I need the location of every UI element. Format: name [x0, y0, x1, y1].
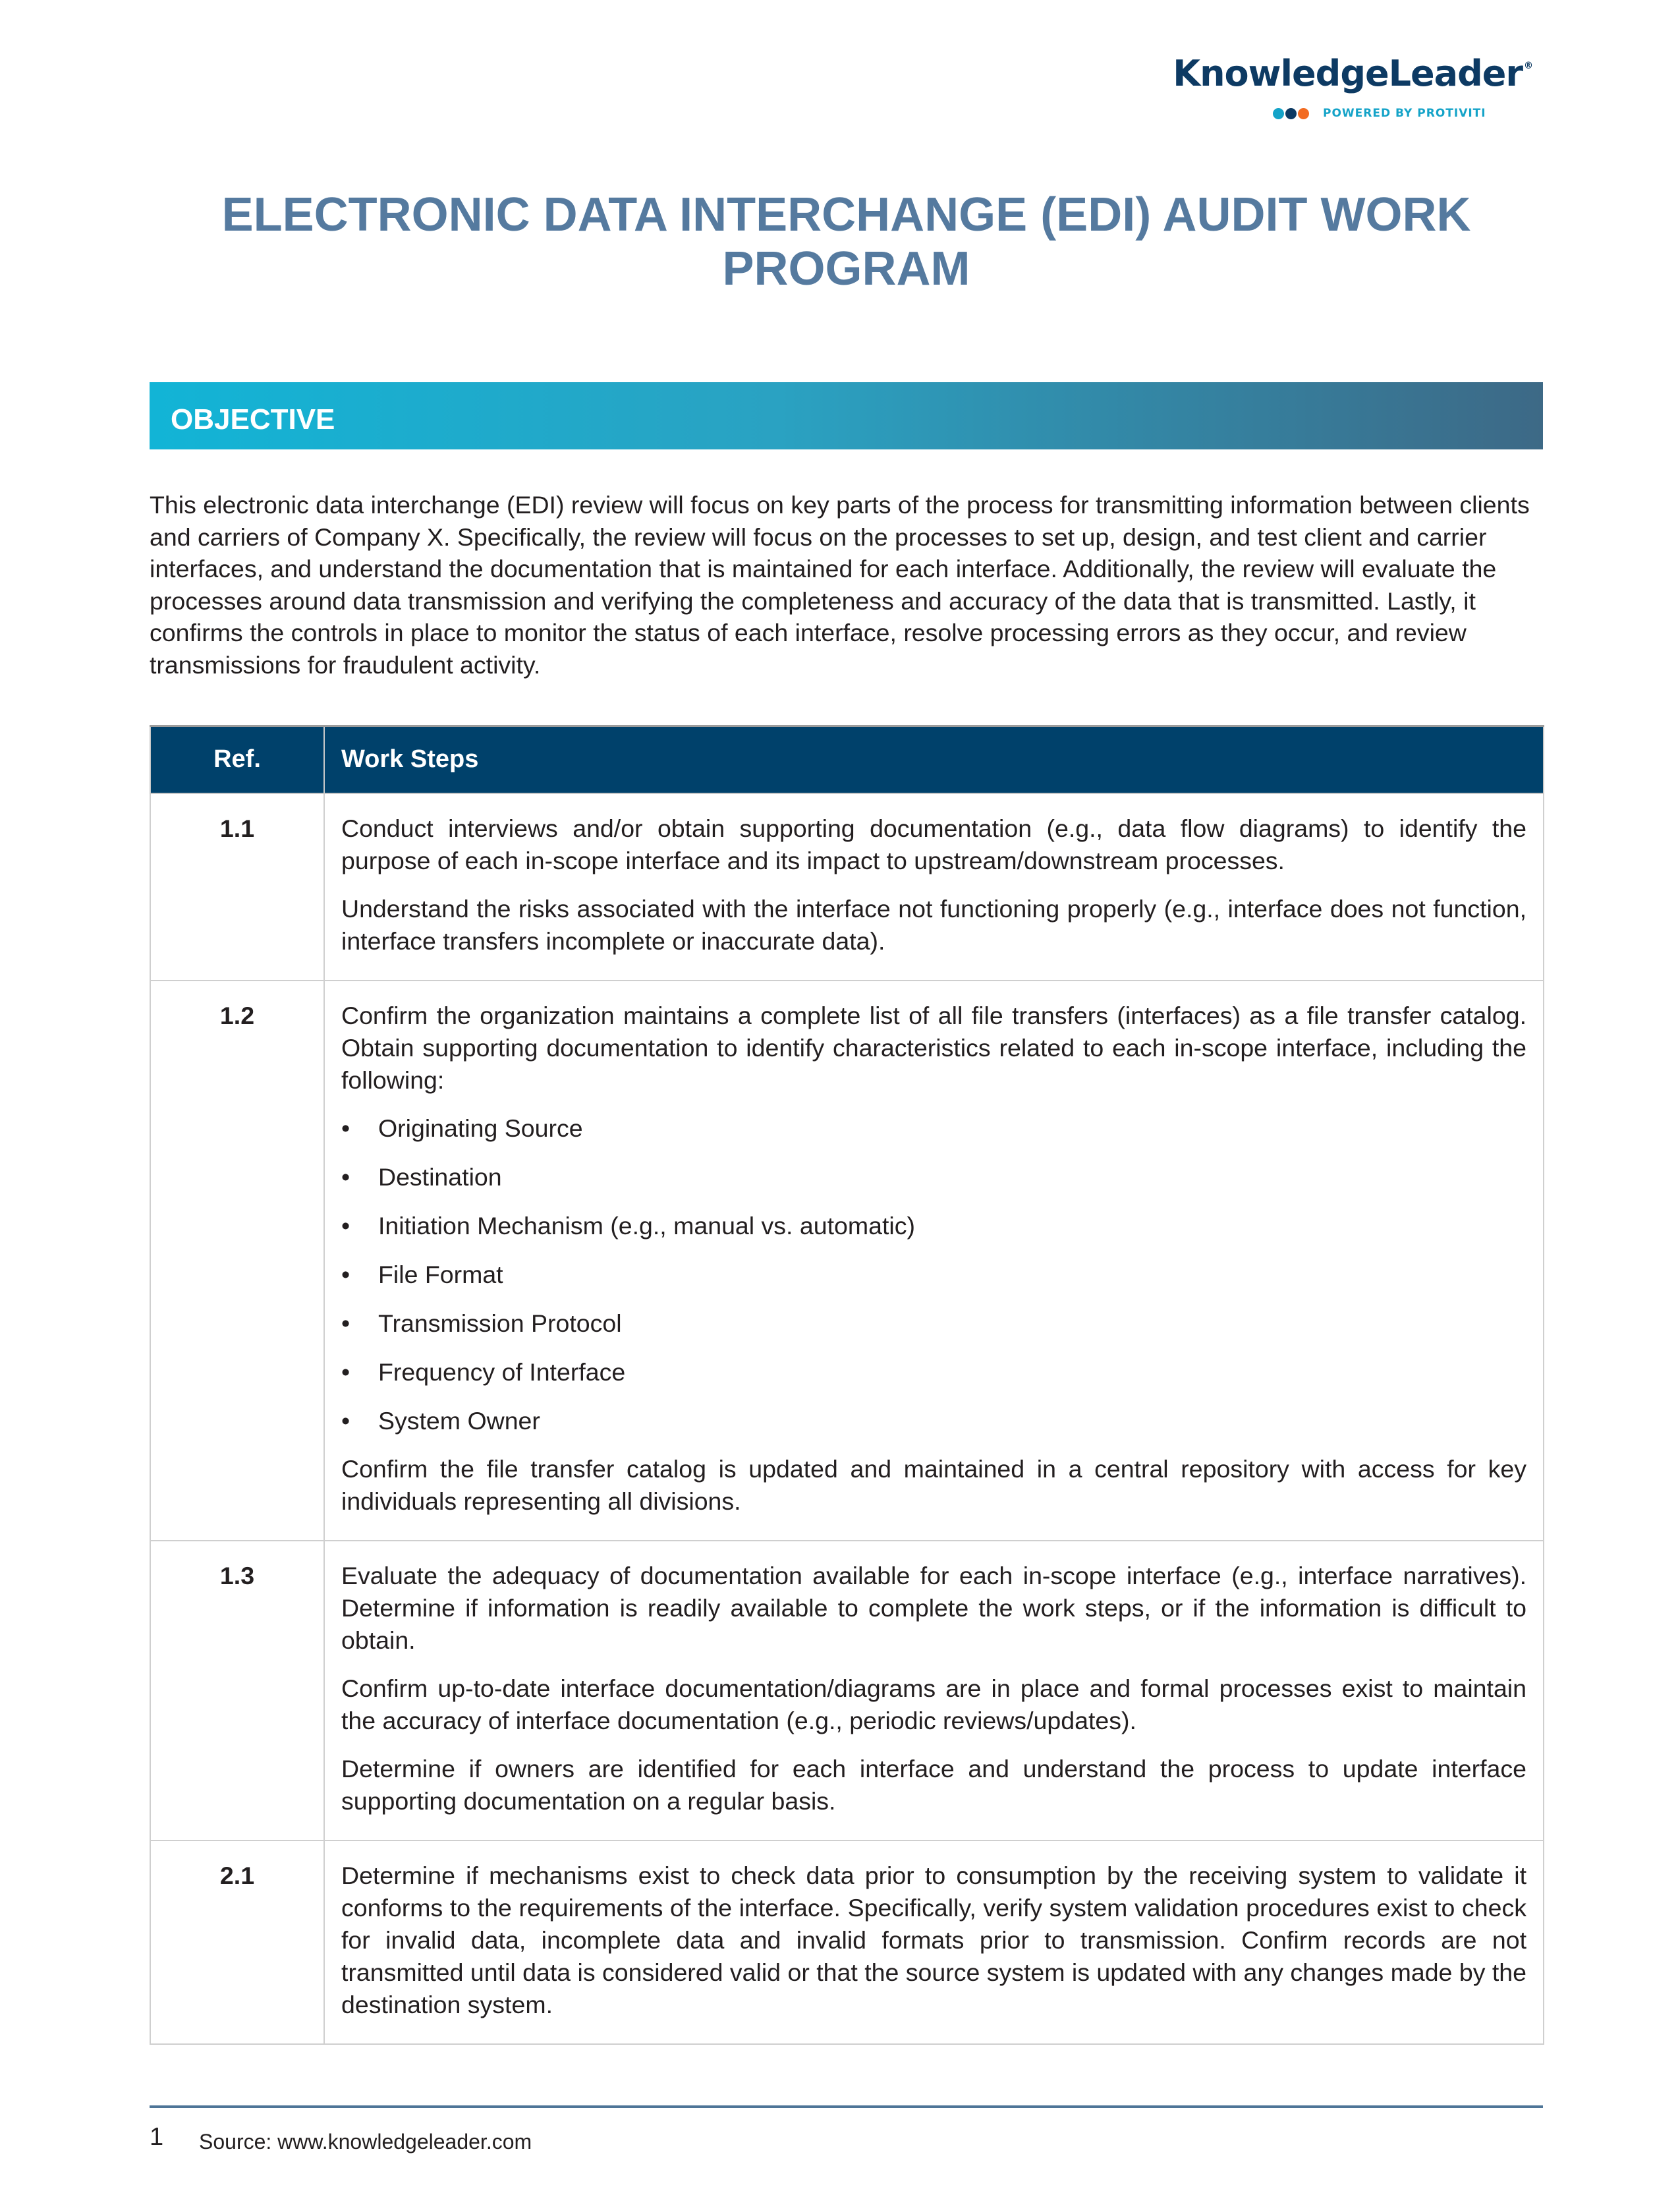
table-row: [150, 1541, 1544, 1840]
logo-dot-1: [1273, 108, 1284, 119]
list-item: • Initiation Mechanism (e.g., manual vs. automatic): [341, 1210, 1526, 1242]
registered-mark: ®: [1524, 61, 1532, 71]
table-row: [150, 981, 1544, 1541]
list-item: • Frequency of Interface: [341, 1356, 1526, 1388]
row-work-steps: [324, 1840, 1544, 2044]
step-paragraph: Confirm the file transfer catalog is updated and maintained in a central repository with access for key individuals representing all divisions.: [341, 1454, 1526, 1515]
list-item: • Destination: [341, 1161, 1526, 1193]
row-ref: 1.2: [150, 981, 324, 1541]
step-paragraph: Determine if owners are identified for each interface and understand the process to update interface supporting documentation on a regular basis.: [341, 1754, 1526, 1815]
list-item: • System Owner: [341, 1405, 1526, 1437]
header-work-steps: Work Steps: [324, 726, 1544, 793]
row-ref: 2.1: [150, 1840, 324, 2044]
logo-dots-icon: [1273, 108, 1310, 123]
logo-tagline: POWERED BY PROTIVITI: [1323, 107, 1486, 120]
list-item: • Transmission Protocol: [341, 1307, 1526, 1340]
list-item: • Originating Source: [341, 1112, 1526, 1145]
step-paragraph: Confirm up-to-date interface documentation/diagrams are in place and formal processes exist to maintain the accuracy of interface documentation (e.g., periodic reviews/updates).: [341, 1674, 1526, 1734]
row-work-steps: [324, 793, 1544, 981]
logo-text: KnowledgeLeader: [1173, 53, 1523, 94]
list-item: • File Format: [341, 1259, 1526, 1291]
logo-wordmark: [1173, 53, 1531, 94]
section-heading: OBJECTIVE: [171, 403, 335, 436]
row-work-steps: [324, 1541, 1544, 1840]
table-header-row: [150, 726, 1544, 793]
source-link[interactable]: Source: www.knowledgeleader.com: [199, 2130, 532, 2154]
header-ref: Ref.: [150, 726, 324, 793]
logo-dot-2: [1285, 108, 1297, 119]
row-ref: 1.3: [150, 1541, 324, 1840]
characteristics-list: [341, 1112, 1526, 1437]
row-ref: 1.1: [150, 793, 324, 981]
footer-divider: [150, 2105, 1543, 2108]
work-program-table: [150, 725, 1544, 2045]
step-paragraph: Confirm the organization maintains a complete list of all file transfers (interfaces) as a file transfer catalog. Obtain supporting documentation to identify characteristics related to each in-scope interface, including the following:: [341, 1001, 1526, 1094]
objective-paragraph: This electronic data interchange (EDI) review will focus on key parts of the process for transmitting information between clients and carriers of Company X. Specifically, the review will focus on the processes to set up, design, and test client and carrier interfaces, and understand the documentation that is maintained for each interface. Additionally, the review will evaluate the processes around data transmission and verifying the completeness and accuracy of the data that is transmitted. Lastly, it confirms the controls in place to monitor the status of each interface, resolve processing errors as they occur, and review transmissions for fraudulent activity.: [150, 491, 1530, 679]
table-row: [150, 1840, 1544, 2044]
step-paragraph: Conduct interviews and/or obtain supporting documentation (e.g., data flow diagrams) to identify the purpose of each in-scope interface and its impact to upstream/downstream processes.: [341, 814, 1526, 874]
table-row: [150, 793, 1544, 981]
step-paragraph: Understand the risks associated with the interface not functioning properly (e.g., interface does not function, interface transfers incomplete or inaccurate data).: [341, 894, 1526, 955]
step-paragraph: Evaluate the adequacy of documentation available for each in-scope interface (e.g., interface narratives). Determine if information is readily available to complete the work steps, or if the information is difficult to obtain.: [341, 1561, 1526, 1654]
step-paragraph: Determine if mechanisms exist to check data prior to consumption by the receiving system to validate it conforms to the requirements of the interface. Specifically, verify system validation procedures exist to check for invalid data, incomplete data and invalid formats prior to transmission. Confirm records are not transmitted until data is considered valid or that the source system is updated with any changes made by the destination system.: [341, 1861, 1526, 2018]
page-number: 1: [150, 2123, 164, 2151]
logo-dot-3: [1298, 108, 1309, 119]
knowledgeleader-logo: [1173, 53, 1532, 125]
document-title: ELECTRONIC DATA INTERCHANGE (EDI) AUDIT WORK PROGRAM: [221, 188, 1471, 295]
row-work-steps: [324, 981, 1544, 1541]
objective-section-bar: [150, 382, 1543, 449]
